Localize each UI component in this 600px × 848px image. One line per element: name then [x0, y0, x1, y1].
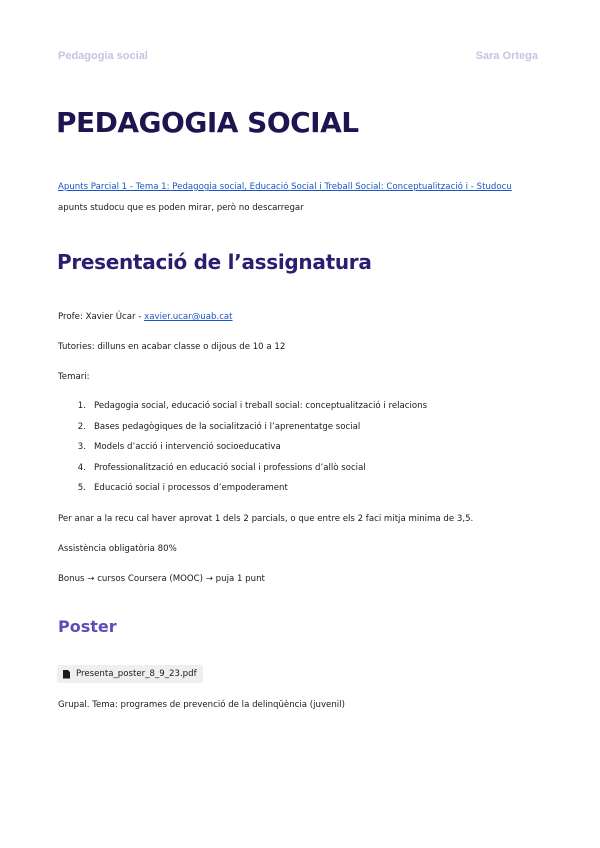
profe-email-link[interactable]: xavier.ucar@uab.cat: [144, 312, 233, 322]
profe-line: [58, 312, 233, 322]
list-item: 4. Professionalització en educació social i professions d’allò social: [77, 462, 366, 473]
page-header: [58, 50, 538, 66]
studocu-link[interactable]: Apunts Parcial 1 - Tema 1: Pedagogia social, Educació Social i Treball Social: Conceptualització i - Studocu: [58, 182, 512, 192]
temari-label: Temari:: [58, 372, 90, 382]
assistencia-line: Assistència obligatòria 80%: [58, 544, 177, 554]
list-item: 1. Pedagogia social, educació social i treball social: conceptualització i relacions: [77, 401, 428, 411]
header-author: Sara Ortega: [475, 50, 538, 62]
list-item: 5. Educació social i processos d’empoderament: [77, 483, 288, 493]
temari-list: [58, 401, 427, 504]
grupal-line: Grupal. Tema: programes de prevenció de la delinqüència (juvenil): [58, 700, 345, 710]
tutories-line: Tutories: dilluns en acabar classe o dijous de 10 a 12: [58, 342, 286, 352]
file-icon: [63, 670, 70, 679]
recu-line: Per anar a la recu cal haver aprovat 1 dels 2 parcials, o que entre els 2 faci mitja minima de 3,5.: [58, 514, 474, 524]
list-item: 2. Bases pedagògiques de la socialització i l’aprenentatge social: [77, 421, 361, 432]
header-course-title: Pedagogia social: [58, 50, 148, 62]
page-title: PEDAGOGIA SOCIAL: [56, 106, 359, 139]
pdf-attachment[interactable]: [57, 665, 203, 683]
studocu-note: apunts studocu que es poden mirar, però no descarregar: [58, 203, 304, 213]
attachment-filename: Presenta_poster_8_9_23.pdf: [76, 669, 197, 679]
list-item: 3. Models d’acció i intervenció socioeducativa: [77, 442, 281, 452]
section-heading-presentacio: Presentació de l’assignatura: [57, 250, 372, 274]
section-heading-poster: Poster: [58, 617, 117, 636]
profe-label: Profe: Xavier Úcar -: [58, 312, 145, 322]
bonus-line: Bonus → cursos Coursera (MOOC) → puja 1 punt: [58, 574, 265, 584]
